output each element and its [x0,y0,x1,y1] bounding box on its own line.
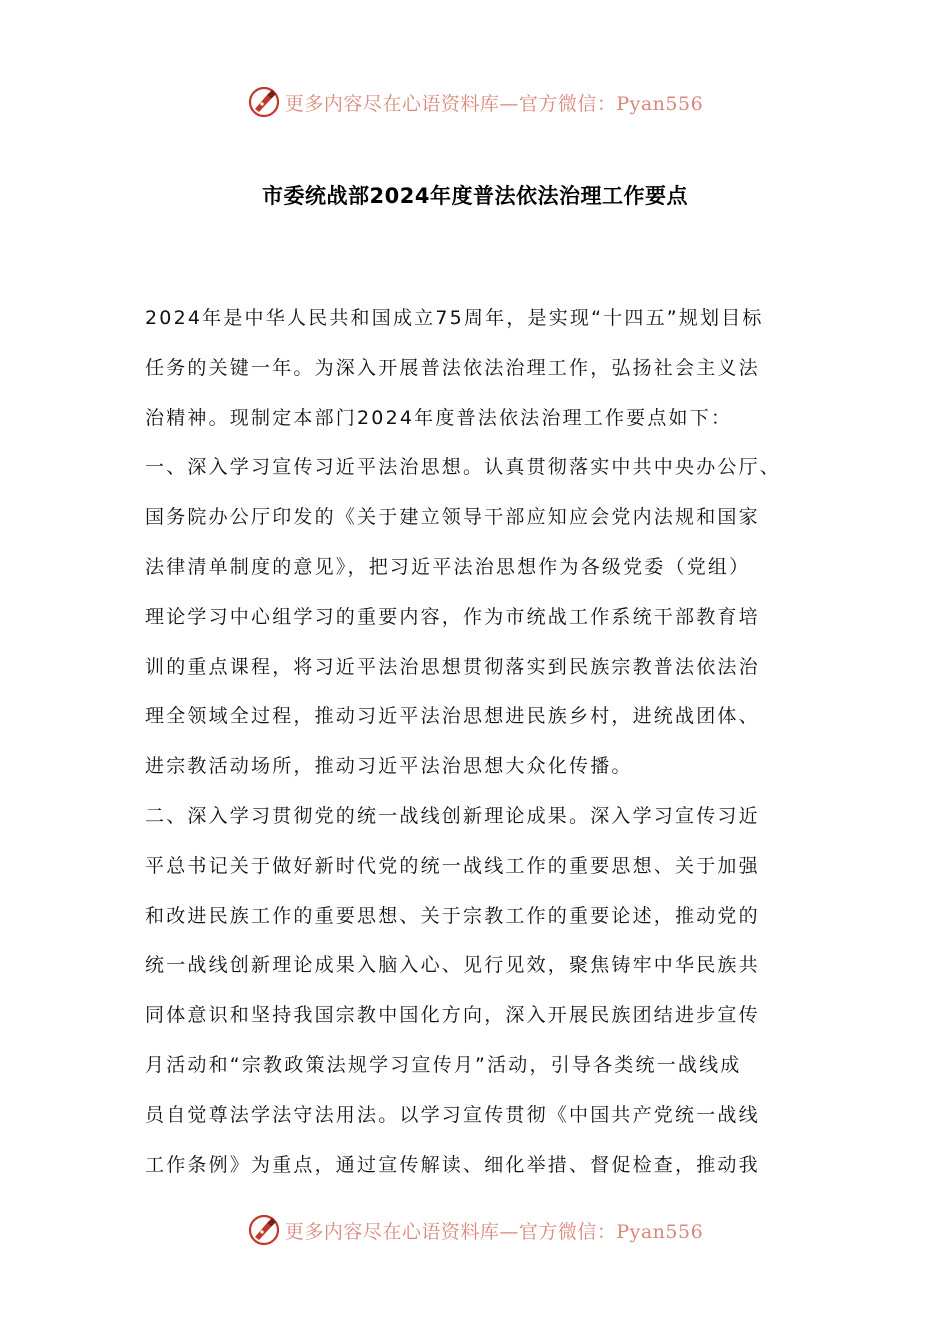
body-line: 理论学习中心组学习的重要内容，作为市统战工作系统干部教育培 [145,605,760,628]
body-line: 月活动和“宗教政策法规学习宣传月”活动，引导各类统一战线成 [145,1053,742,1076]
body-line: 和改进民族工作的重要思想、关于宗教工作的重要论述，推动党的 [145,904,760,927]
body-line: 任务的关键一年。为深入开展普法依法治理工作，弘扬社会主义法 [145,356,760,379]
document-title: 市委统战部2024年度普法依法治理工作要点 [262,184,688,208]
body-line: 统一战线创新理论成果入脑入心、见行见效，聚焦铸牢中华民族共 [145,954,760,977]
pen-nib-circle-logo-icon [247,1213,281,1247]
body-line: 进宗教活动场所，推动习近平法治思想大众化传播。 [145,755,633,778]
body-line: 一、深入学习宣传习近平法治思想。认真贯彻落实中共中央办公厅、 [145,456,782,479]
header-banner [0,82,950,122]
footer-banner [0,1210,950,1250]
body-line: 二、深入学习贯彻党的统一战线创新理论成果。深入学习宣传习近 [145,804,760,827]
pen-nib-circle-logo-icon [247,85,281,119]
document-body [145,294,810,1190]
body-line: 治精神。现制定本部门2024年度普法依法治理工作要点如下： [145,406,733,429]
header-banner-text: 更多内容尽在心语资料库—官方微信：Pyan556 [284,92,704,115]
body-line: 国务院办公厅印发的《关于建立领导干部应知应会党内法规和国家 [145,506,760,529]
footer-banner-text: 更多内容尽在心语资料库—官方微信：Pyan556 [284,1220,704,1243]
body-line: 员自觉尊法学法守法用法。以学习宣传贯彻《中国共产党统一战线 [145,1103,760,1126]
body-line: 2024年是中华人民共和国成立75周年，是实现“十四五”规划目标 [145,307,764,329]
body-line: 工作条例》为重点，通过宣传解读、细化举措、督促检查，推动我 [145,1153,760,1176]
body-line: 平总书记关于做好新时代党的统一战线工作的重要思想、关于加强 [145,854,760,877]
body-line: 法律清单制度的意见》，把习近平法治思想作为各级党委（党组） [145,555,751,578]
body-line: 理全领域全过程，推动习近平法治思想进民族乡村，进统战团体、 [145,705,760,728]
body-line: 同体意识和坚持我国宗教中国化方向，深入开展民族团结进步宣传 [145,1004,760,1027]
body-line: 训的重点课程，将习近平法治思想贯彻落实到民族宗教普法依法治 [145,655,760,678]
